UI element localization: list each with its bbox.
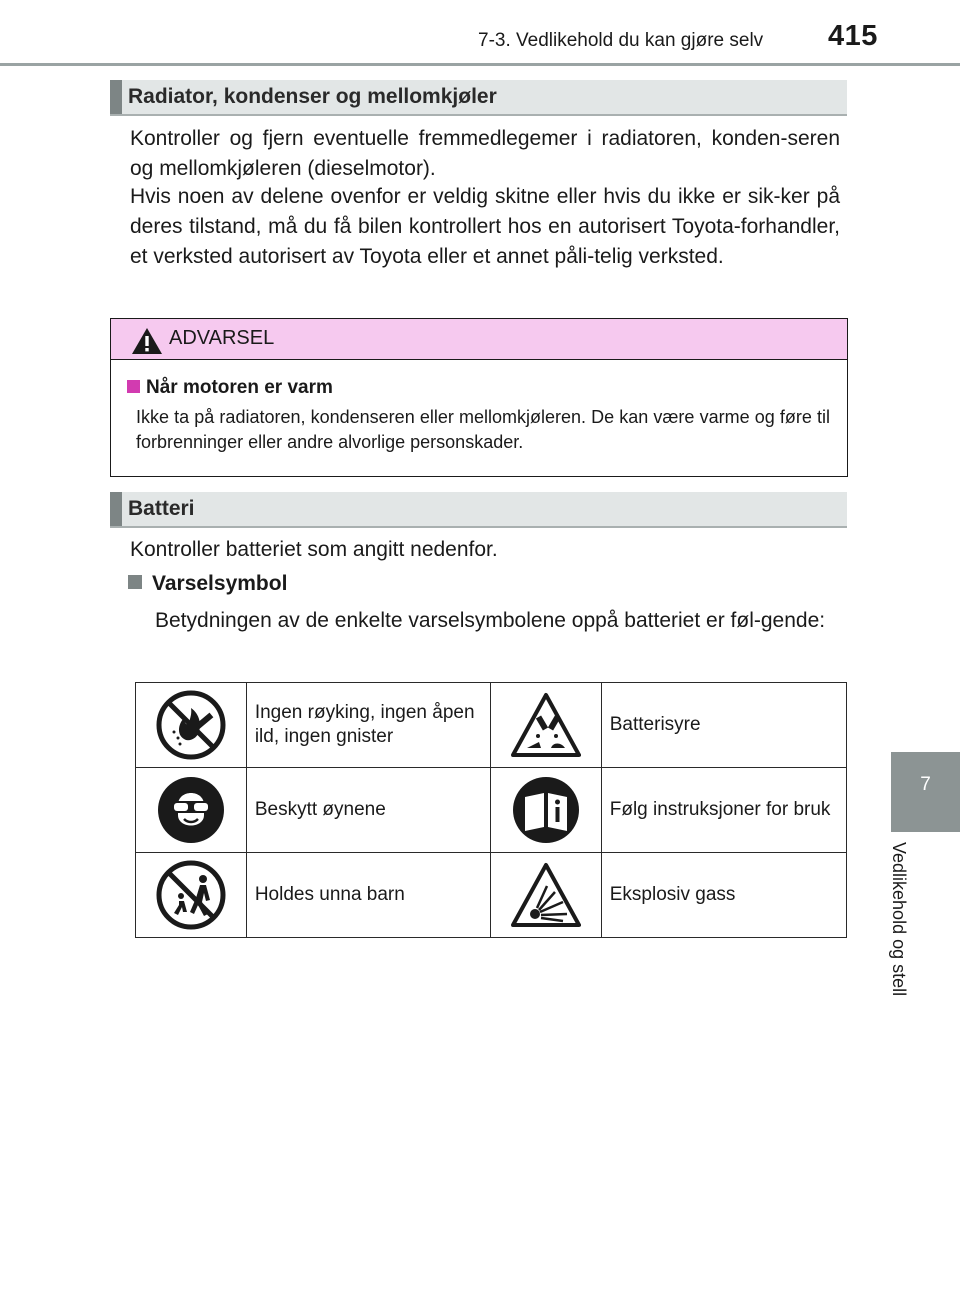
symbol-label: Batterisyre: [601, 683, 846, 768]
symbol-cell: [136, 683, 247, 768]
radiator-paragraph-1: Kontroller og fjern eventuelle fremmedlegemer i radiatoren, konden-seren og mellomkjøleren (dieselmotor).: [130, 127, 840, 180]
battery-intro: Kontroller batteriet som angitt nedenfor.: [130, 538, 498, 561]
symbol-cell: [136, 853, 247, 938]
no-smoking-no-flame-icon: [156, 690, 226, 760]
section-header-bar: [110, 80, 122, 114]
table-row: [136, 853, 847, 938]
symbol-label: Holdes unna barn: [246, 853, 490, 938]
bullet-square-icon: [128, 575, 142, 589]
warning-header: [111, 319, 847, 360]
eye-protection-icon: [156, 775, 226, 845]
table-row: [136, 683, 847, 768]
running-header: 7-3. Vedlikehold du kan gjøre selv: [478, 30, 764, 51]
section-title: Radiator, kondenser og mellomkjøler: [128, 85, 497, 108]
read-manual-icon: [511, 775, 581, 845]
warning-body: Ikke ta på radiatoren, kondenseren eller mellomkjøleren. De kan være varme og føre til forbrenninger eller andre alvorlige personskader.: [136, 407, 830, 452]
warning-symbols-table: [135, 682, 847, 938]
chapter-title: Vedlikehold og stell: [889, 842, 909, 997]
symbol-cell: [136, 768, 247, 853]
table-row: [136, 768, 847, 853]
symbol-label: Beskytt øynene: [246, 768, 490, 853]
keep-away-children-icon: [156, 860, 226, 930]
warning-subtitle-row: [127, 377, 333, 399]
symbol-cell: [490, 683, 601, 768]
header-divider: [0, 63, 960, 66]
warning-triangle-icon: [131, 327, 163, 355]
chapter-tab: [891, 752, 960, 832]
warning-title: ADVARSEL: [169, 327, 275, 349]
symbol-cell: [490, 853, 601, 938]
section-title: Batteri: [128, 497, 195, 520]
symbol-label: Eksplosiv gass: [601, 853, 846, 938]
chapter-side-label: [889, 842, 925, 1022]
section-header-bar: [110, 492, 122, 526]
page-number: 415: [828, 20, 878, 52]
warning-symbol-heading: [128, 572, 287, 596]
symbol-label: Følg instruksjoner for bruk: [601, 768, 846, 853]
radiator-paragraph-2: Hvis noen av delene ovenfor er veldig skitne eller hvis du ikke er sik-ker på deres tilstand, må du få bilen kontrollert hos en autorisert Toyota-forhandler, et verksted autorisert av Toyota eller et annet påli-telig verksted.: [130, 185, 840, 268]
battery-acid-icon: [511, 692, 581, 758]
section-header-radiator: [110, 80, 847, 116]
section-header-battery: [110, 492, 847, 528]
warning-symbol-heading-text: Varselsymbol: [152, 572, 288, 595]
explosive-gas-icon: [511, 862, 581, 928]
symbol-cell: [490, 768, 601, 853]
warning-bullet-icon: [127, 380, 140, 393]
warning-box: [110, 318, 848, 477]
chapter-number: 7: [920, 774, 931, 795]
symbol-label: Ingen røyking, ingen åpen ild, ingen gnister: [246, 683, 490, 768]
warning-symbol-description: Betydningen av de enkelte varselsymbolene oppå batteriet er føl-gende:: [155, 609, 826, 632]
warning-subtitle: Når motoren er varm: [146, 377, 333, 398]
